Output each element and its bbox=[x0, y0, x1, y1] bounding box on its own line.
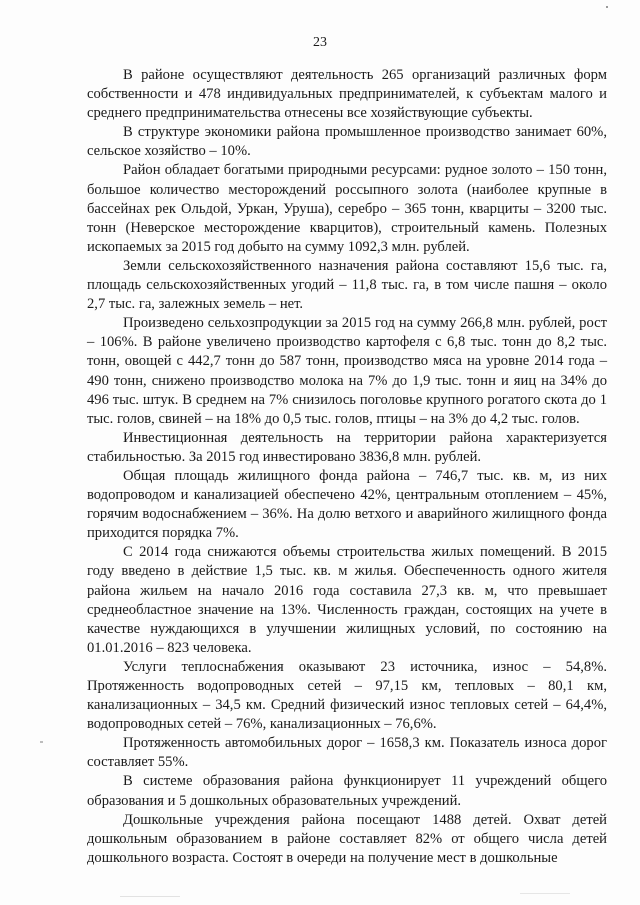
paragraph-agricultural-production: Произведено сельхозпродукции за 2015 год на сумму 266,8 млн. рублей, рост – 106%. В районе увеличено производство картофеля с 6,8 тыс. тонн до 8,2 тыс. тонн, овощей с 442,7 тонн до 587 тонн, производство мяса на уровне 2014 года – 490 тонн, снижено производство молока на 7% до 1,9 тыс. тонн и яиц на 34% до 496 тыс. штук. В среднем на 7% снизилось поголовье крупного рогатого скота до 1 тыс. голов, свиней – на 18% до 0,5 тыс. голов, птицы – на 3% до 4,2 тыс. голов. bbox=[87, 315, 607, 427]
paragraph-investment: Инвестиционная деятельность на территории района характеризуется стабильностью. За 2015 год инвестировано 3836,8 млн. рублей. bbox=[87, 429, 607, 465]
paragraph-agricultural-land: Земли сельскохозяйственного назначения района составляют 15,6 тыс. га, площадь сельскохозяйственных угодий – 11,8 тыс. га, в том числе пашня – около 2,7 тыс. га, залежных земель – нет. bbox=[87, 257, 607, 313]
document-body bbox=[87, 66, 607, 868]
paragraph-housing-stock: Общая площадь жилищного фонда района – 746,7 тыс. кв. м, из них водопроводом и канализацией обеспечено 42%, центральным отоплением – 45%, горячим водоснабжением – 36%. На долю ветхого и аварийного жилищного фонда приходится порядка 7%. bbox=[87, 467, 607, 542]
paragraph-natural-resources: Район обладает богатыми природными ресурсами: рудное золото – 150 тонн, большое количество месторождений россыпного золота (наиболее крупные в бассейнах рек Ольдой, Уркан, Уруша), серебро – 365 тонн, кварциты – 3200 тыс. тонн (Неверское месторождение кварцитов), строительный камень. Полезных ископаемых за 2015 год добыто на сумму 1092,3 млн. рублей. bbox=[87, 162, 607, 255]
paragraph-organizations: В районе осуществляют деятельность 265 организаций различных форм собственности и 478 индивидуальных предпринимателей, к субъектам малого и среднего предпринимательства отнесены все хозяйствующие субъекты. bbox=[87, 67, 607, 122]
page-number: 23 bbox=[313, 35, 327, 50]
paragraph-economy-structure: В структуре экономики района промышленное производство занимает 60%, сельское хозяйство – 10%. bbox=[87, 124, 607, 160]
paragraph-education-system: В системе образования района функционирует 11 учреждений общего образования и 5 дошкольных образовательных учреждений. bbox=[87, 773, 607, 809]
scan-edge-shadow bbox=[120, 896, 180, 897]
paragraph-roads: Протяженность автомобильных дорог – 1658,3 км. Показатель износа дорог составляет 55%. bbox=[87, 735, 607, 771]
scan-speck bbox=[40, 741, 43, 743]
paragraph-housing-construction: С 2014 года снижаются объемы строительства жилых помещений. В 2015 году введено в действие 1,5 тыс. кв. м жилья. Обеспеченность одного жителя района жильем на начало 2016 года составила 27,3 кв. м, что превышает среднеобластное значение на 13%. Численность граждан, состоящих на учете в качестве нуждающихся в улучшении жилищных условий, по состоянию на 01.01.2016 – 823 человека. bbox=[87, 544, 607, 656]
paragraph-preschool: Дошкольные учреждения района посещают 1488 детей. Охват детей дошкольным образованием в районе составляет 82% от общего числа детей дошкольного возраста. Состоят в очереди на получение мест в дошкольные bbox=[87, 811, 607, 866]
scan-edge-shadow bbox=[520, 893, 570, 894]
scan-speck bbox=[606, 6, 608, 8]
paragraph-heat-supply: Услуги теплоснабжения оказывают 23 источника, износ – 54,8%. Протяженность водопроводных сетей – 97,15 км, тепловых – 80,1 км, канализационных – 34,5 км. Средний физический износ тепловых сетей – 64,4%, водопроводных сетей – 76%, канализационных – 76,6%. bbox=[87, 658, 607, 733]
